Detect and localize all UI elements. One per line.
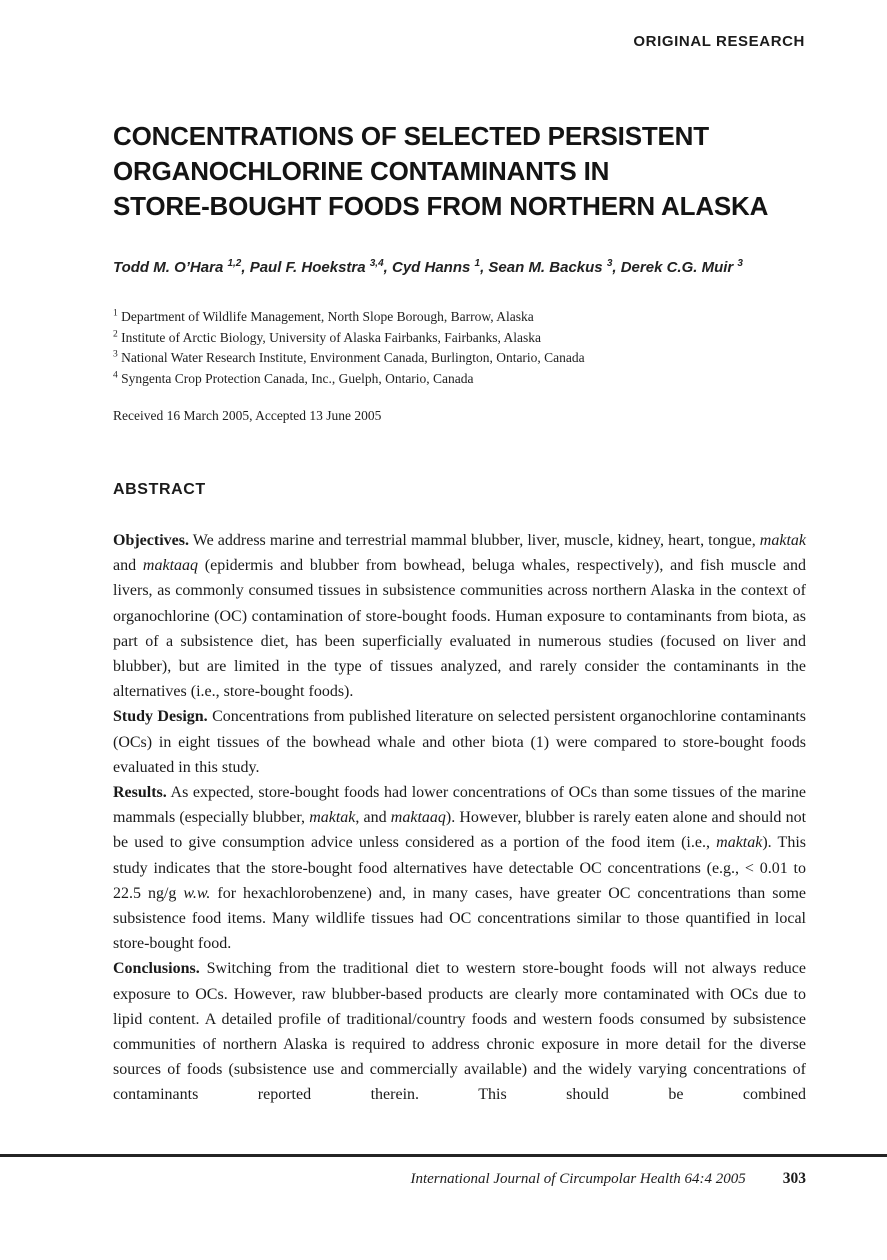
affiliation-line: $^4$ Syngenta Crop Protection Canada, Inc., Guelph, Ontario, Canada	[113, 370, 474, 386]
abstract-paragraph	[113, 528, 806, 704]
page-content	[113, 0, 806, 1108]
affiliation-sup: 1	[113, 308, 118, 319]
abstract-text-segment: Switching from the traditional diet to western store-bought foods will not always reduce exposure to OCs. However, raw blubber-based products are clearly more contaminated with OCs due to lipid content. A detailed profile of traditional/country foods and western foods consumed by subsistence communities of northern Alaska is required to address chronic exposure in more detail for the diverse sources of foods (subsistence use and commercially available) and the widely varying concentrations of contaminants reported therein. This should be combined	[113, 960, 806, 1104]
author-affiliation-sup: 3,4	[369, 258, 384, 269]
abstract-text-segment: maktaaq	[390, 809, 446, 827]
abstract-text-segment: maktaaq	[142, 557, 199, 575]
abstract-text-segment: Concentrations from published literature on selected persistent organochlorine contaminants (OCs) in eight tissues of the bowhead whale and other biota (1) were compared to store-bought foods evaluated in this study.	[113, 708, 807, 776]
affiliation-line: $^2$ Institute of Arctic Biology, University of Alaska Fairbanks, Fairbanks, Alaska	[113, 329, 541, 345]
abstract-text-segment: maktak	[716, 834, 763, 852]
article-title	[113, 119, 806, 224]
title-line: CONCENTRATIONS OF SELECTED PERSISTENT	[113, 121, 709, 151]
affiliation-sup: 2	[113, 329, 118, 339]
abstract-text-segment: Conclusions.	[113, 960, 200, 978]
abstract-text-segment: maktak	[759, 532, 806, 549]
author-affiliation-sup: 3	[737, 258, 743, 269]
abstract-paragraph	[113, 780, 806, 956]
author-affiliation-sup: 3	[606, 258, 613, 269]
abstract-text-segment: , and	[355, 809, 391, 827]
abstract-text-segment: w.w.	[183, 884, 211, 902]
author-name: Sean M. Backus	[488, 259, 607, 276]
author-name: Todd M. O’Hara	[113, 259, 228, 276]
author-affiliation-sup: 1,2	[227, 258, 242, 269]
author-name: Derek C.G. Muir	[620, 259, 738, 276]
abstract-text-segment: and	[113, 557, 143, 575]
abstract-text-segment: Results.	[113, 784, 167, 802]
abstract-paragraph	[113, 956, 806, 1107]
title-line: STORE-BOUGHT FOODS FROM NORTHERN ALASKA	[113, 191, 769, 221]
affiliation-sup: 4	[113, 370, 118, 380]
abstract-heading: ABSTRACT	[113, 481, 206, 498]
abstract-text-segment: Objectives.	[113, 532, 189, 549]
affiliation-sup: 3	[113, 349, 118, 360]
title-line: ORGANOCHLORINE CONTAMINANTS IN	[113, 156, 610, 186]
affiliation-line: $^1$ Department of Wildlife Management, North Slope Borough, Barrow, Alaska	[113, 308, 534, 324]
abstract-body	[113, 528, 806, 1108]
article-type-label: ORIGINAL RESEARCH	[633, 33, 805, 50]
abstract-text-segment: ). This study indicates that the store-bought food alternatives have detectable OC concentrations (e.g., < 0.01 to 22.5 ng/g	[113, 834, 807, 902]
abstract-text-segment: maktak	[309, 809, 356, 827]
author-affiliation-sup: 1	[474, 258, 481, 269]
abstract-text-segment: Study Design.	[113, 708, 208, 726]
affiliation-line: $^3$ National Water Research Institute, Environment Canada, Burlington, Ontario, Canada	[113, 349, 585, 365]
page-number: 303	[782, 1170, 806, 1187]
received-accepted-line: Received 16 March 2005, Accepted 13 June 2005	[113, 408, 382, 423]
footer-inner	[0, 1157, 887, 1188]
journal-citation: International Journal of Circumpolar Health 64:4 2005	[410, 1171, 746, 1187]
abstract-text-segment: ). However, blubber is rarely eaten alone and should not be used to give consumption advice unless considered as a portion of the food item (i.e.,	[113, 809, 807, 852]
page-footer	[0, 1154, 887, 1188]
author-name: Cyd Hanns	[392, 259, 475, 276]
abstract-text-segment: We address marine and terrestrial mammal blubber, liver, muscle, kidney, heart, tongue,	[188, 532, 760, 549]
author-list: Todd M. O’Hara $^{1,2}$, Paul F. Hoekstra $^{3,4}$, Cyd Hanns $^1$, Sean M. Backus $^3$, Derek C.G. Muir $^3$	[113, 258, 743, 276]
author-name: Paul F. Hoekstra	[249, 259, 370, 276]
affiliation-list	[113, 307, 806, 389]
abstract-text-segment: (epidermis and blubber from bowhead, beluga whales, respectively), and fish muscle and livers, as commonly consumed tissues in subsistence communities across northern Alaska in the context of organochlorine (OC) contamination of store-bought foods. Human exposure to contaminants from biota, as part of a subsistence diet, has been superficially evaluated in numerous studies (focused on liver and blubber), but are limited in the type of tissues analyzed, and rarely consider the contaminants in the alternatives (i.e., store-bought foods).	[113, 557, 807, 701]
abstract-text-segment: for hexachlorobenzene) and, in many cases, have greater OC concentrations than some subsistence food items. Many wildlife tissues had OC concentrations similar to those quantified in local store-bought food.	[113, 884, 806, 953]
abstract-text-segment: As expected, store-bought foods had lower concentrations of OCs than some tissues of the marine mammals (especially blubber,	[113, 784, 806, 827]
abstract-paragraph	[113, 704, 806, 780]
